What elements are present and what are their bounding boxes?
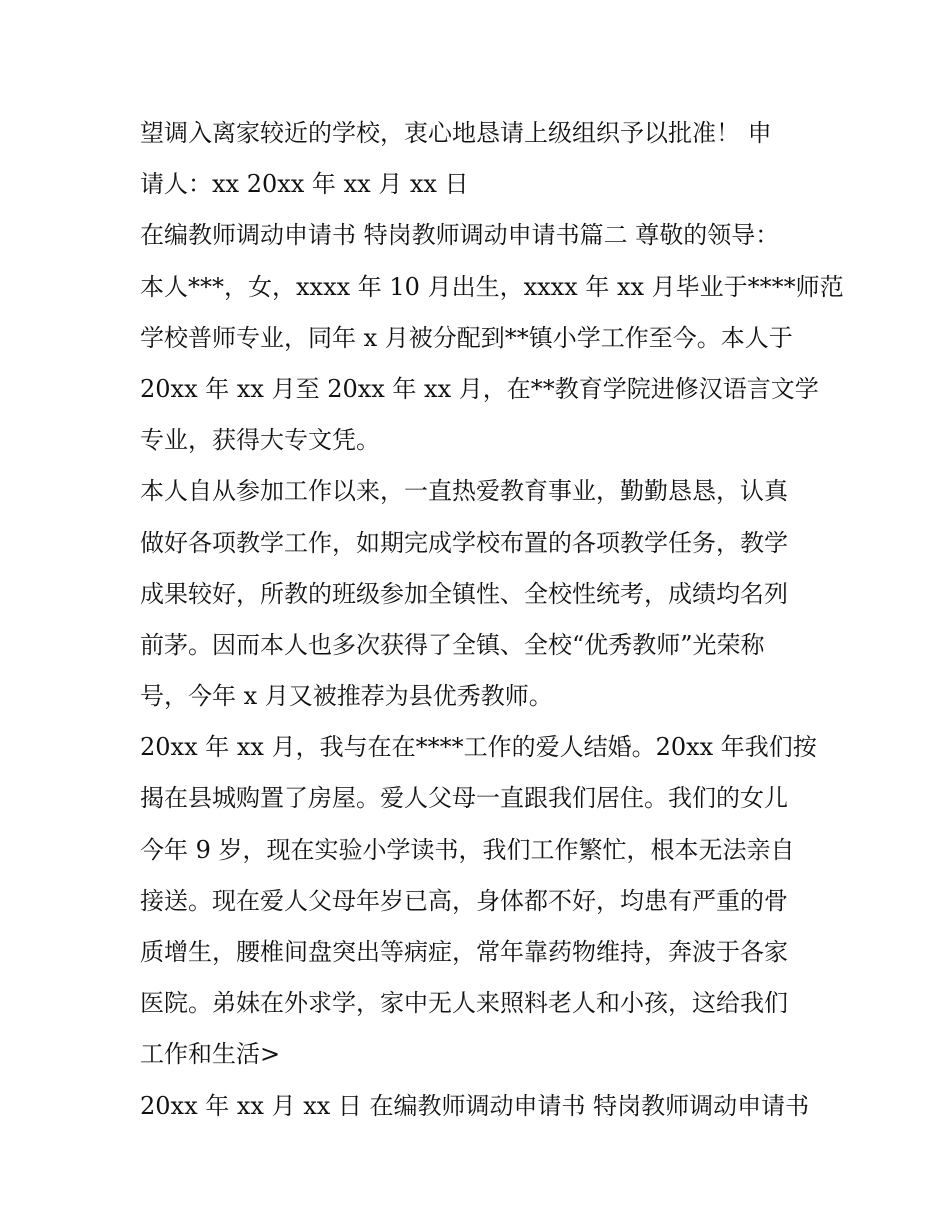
text-line: 工作和生活> — [140, 1040, 281, 1069]
text-line: 望调入离家较近的学校，衷心地恳请上级组织予以批准！ 申 — [140, 119, 772, 147]
text-line: 专业，获得大专文凭。 — [140, 426, 380, 455]
text-line: 今年 9 岁，现在实验小学读书，我们工作繁忙，根本无法亲自 — [140, 835, 795, 864]
text-line: 医院。弟妹在外求学，家中无人来照料老人和小孩，这给我们 — [140, 989, 788, 1018]
text-line: 成果较好，所教的班级参加全镇性、全校性统考，成绩均名列 — [140, 579, 788, 608]
text-line: 本人自从参加工作以来，一直热爱教育事业，勤勤恳恳，认真 — [140, 477, 788, 506]
text-line: 20xx 年 xx 月 xx 日 在编教师调动申请书 特岗教师调动申请书 — [140, 1091, 810, 1120]
text-line: 本人***，女，xxxx 年 10 月出生，xxxx 年 xx 月毕业于****师范 — [140, 272, 844, 301]
text-line: 20xx 年 xx 月，我与在在****工作的爱人结婚。20xx 年我们按 — [140, 733, 817, 762]
text-line: 在编教师调动申请书 特岗教师调动申请书篇二 尊敬的领导： — [140, 221, 780, 250]
text-line: 20xx 年 xx 月至 20xx 年 xx 月，在**教育学院进修汉语言文学 — [140, 374, 819, 403]
text-line: 做好各项教学工作，如期完成学校布置的各项教学任务，教学 — [140, 528, 788, 557]
document-body — [140, 108, 844, 1132]
text-line: 请人：xx 20xx 年 xx 月 xx 日 — [140, 170, 469, 199]
text-line: 接送。现在爱人父母年岁已高，身体都不好，均患有严重的骨 — [140, 886, 788, 915]
text-line: 学校普师专业，同年 x 月被分配到**镇小学工作至今。本人于 — [140, 323, 793, 352]
text-line: 号，今年 x 月又被推荐为县优秀教师。 — [140, 682, 553, 711]
text-line: 揭在县城购置了房屋。爱人父母一直跟我们居住。我们的女儿 — [140, 784, 788, 813]
text-line: 质增生，腰椎间盘突出等病症，常年靠药物维持，奔波于各家 — [140, 938, 788, 966]
text-line: 前茅。因而本人也多次获得了全镇、全校“优秀教师”光荣称 — [140, 630, 765, 659]
